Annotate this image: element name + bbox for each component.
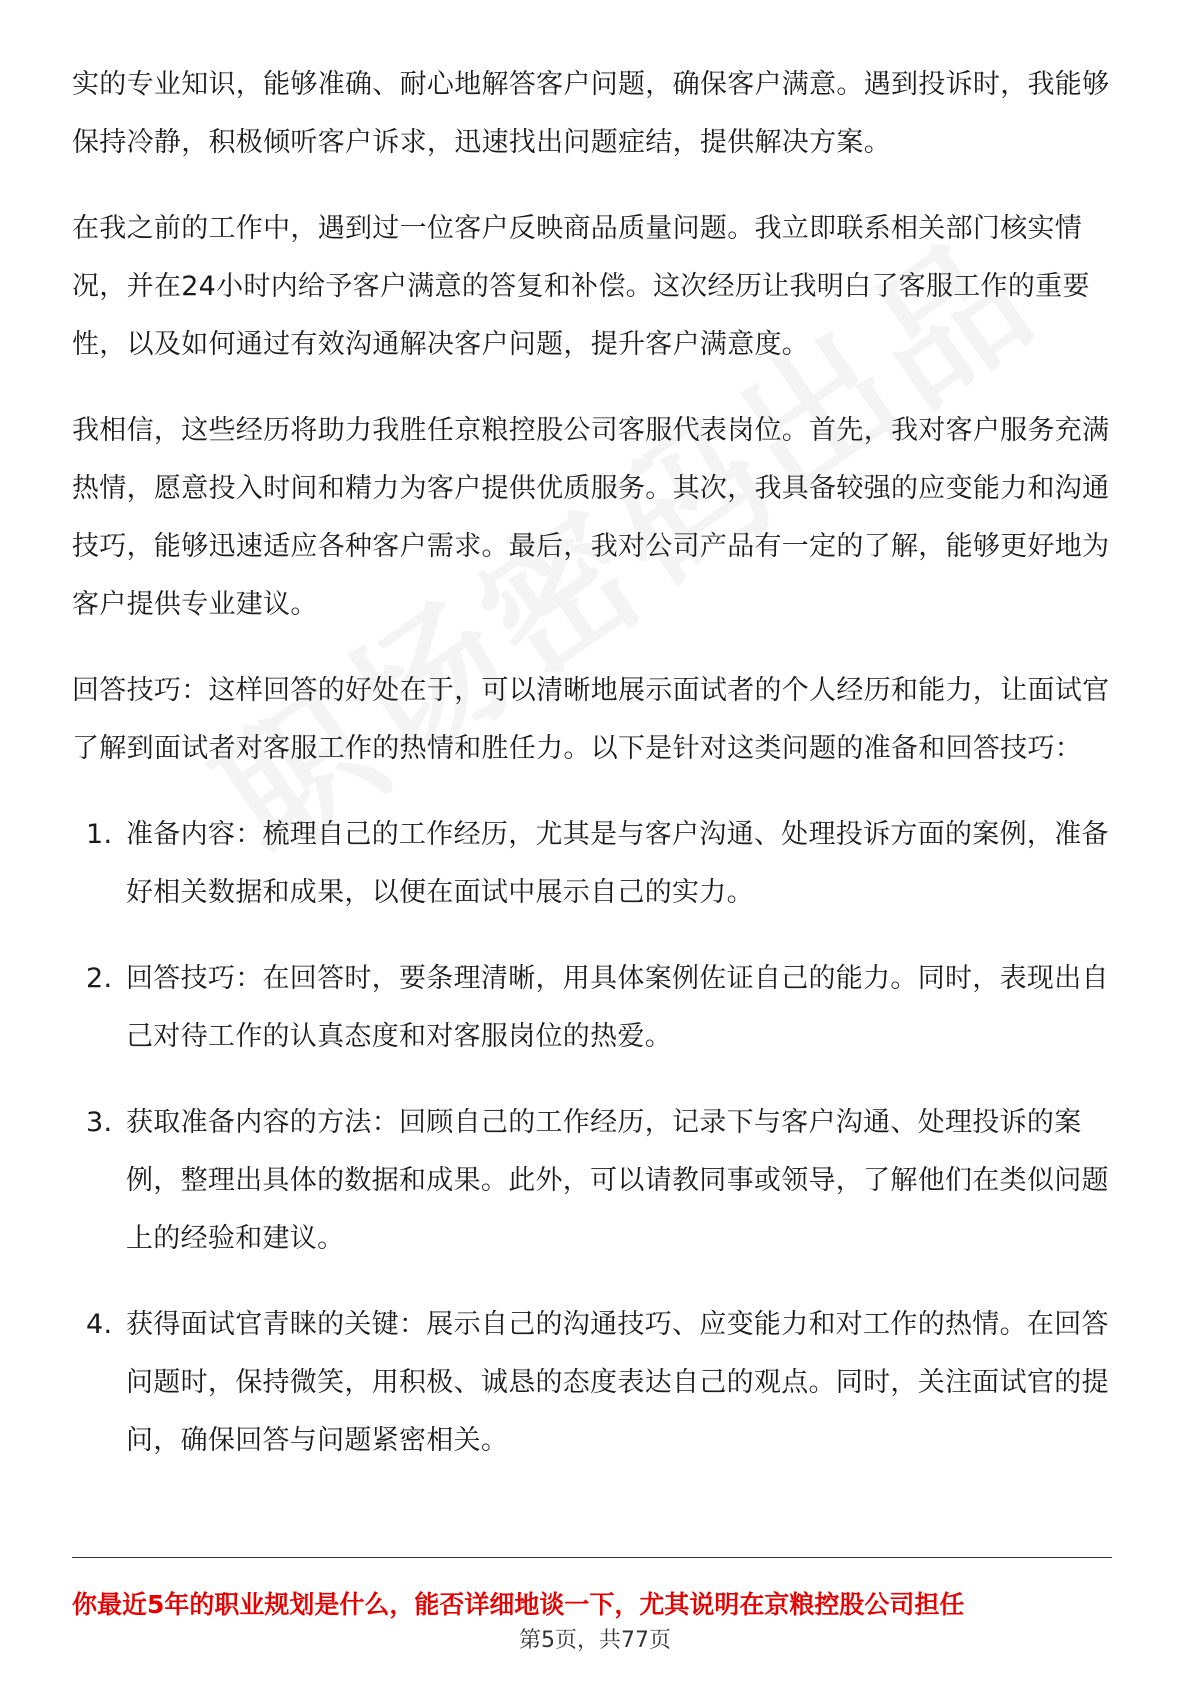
divider [72, 1557, 1112, 1558]
list-text: 回答技巧：在回答时，要条理清晰，用具体案例佐证自己的能力。同时，表现出自己对待工作的认真态度和对客服岗位的热爱。 [126, 963, 1109, 1052]
next-question-heading: 你最近5年的职业规划是什么，能否详细地谈一下，尤其说明在京粮控股公司担任 [72, 1590, 965, 1619]
list-number: 4. [86, 1309, 113, 1340]
list-text: 准备内容：梳理自己的工作经历，尤其是与客户沟通、处理投诉方面的案例，准备好相关数据和成果，以便在面试中展示自己的实力。 [126, 819, 1109, 908]
list-item [72, 806, 1112, 922]
list-number: 2. [86, 963, 113, 994]
list-number: 1. [86, 819, 113, 850]
page-number: 第5页，共77页 [519, 1628, 671, 1653]
paragraph: 实的专业知识，能够准确、耐心地解答客户问题，确保客户满意。遇到投诉时，我能够保持冷静，积极倾听客户诉求，迅速找出问题症结，提供解决方案。 [72, 69, 1110, 158]
list-item [72, 1296, 1112, 1470]
paragraph: 我相信，这些经历将助力我胜任京粮控股公司客服代表岗位。首先，我对客户服务充满热情，愿意投入时间和精力为客户提供优质服务。其次，我具备较强的应变能力和沟通技巧，能够迅速适应各种客户需求。最后，我对公司产品有一定的了解，能够更好地为客户提供专业建议。 [72, 415, 1110, 620]
paragraph: 在我之前的工作中，遇到过一位客户反映商品质量问题。我立即联系相关部门核实情况，并在24小时内给予客户满意的答复和补偿。这次经历让我明白了客服工作的重要性，以及如何通过有效沟通解决客户问题，提升客户满意度。 [72, 213, 1090, 360]
list-item [72, 1094, 1112, 1268]
paragraph-answer-tips: 回答技巧：这样回答的好处在于，可以清晰地展示面试者的个人经历和能力，让面试官了解到面试者对客服工作的热情和胜任力。以下是针对这类问题的准备和回答技巧： [72, 675, 1110, 764]
list-item [72, 950, 1112, 1066]
list-text: 获取准备内容的方法：回顾自己的工作经历，记录下与客户沟通、处理投诉的案例，整理出具体的数据和成果。此外，可以请教同事或领导，了解他们在类似问题上的经验和建议。 [126, 1107, 1109, 1254]
tips-list [72, 806, 1112, 1470]
document-body [72, 56, 1112, 1498]
list-text: 获得面试官青睐的关键：展示自己的沟通技巧、应变能力和对工作的热情。在回答问题时，保持微笑，用积极、诚恳的态度表达自己的观点。同时，关注面试官的提问，确保回答与问题紧密相关。 [126, 1309, 1109, 1456]
list-number: 3. [86, 1107, 113, 1138]
